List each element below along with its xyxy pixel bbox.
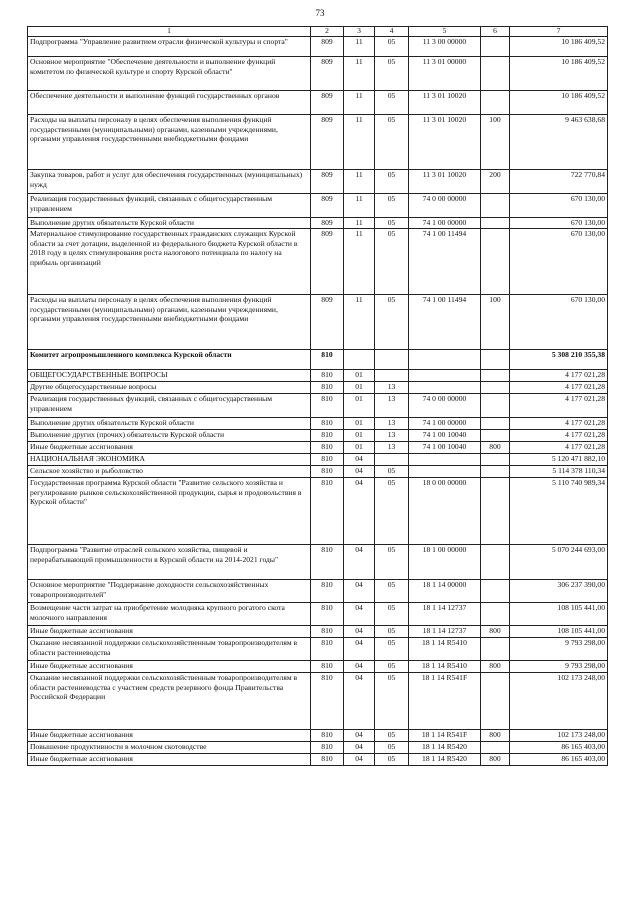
row-amount: 306 237 390,00: [510, 580, 608, 603]
row-target-article: 11 3 01 10020: [409, 170, 481, 194]
row-ved: 810: [311, 742, 344, 754]
row-name: Комитет агропромышленного комплекса Курской области: [28, 350, 311, 370]
row-expense-type: 100: [481, 295, 510, 350]
row-expense-type: [481, 370, 510, 382]
table-row: [28, 754, 608, 766]
row-expense-type: [481, 57, 510, 91]
row-ved: 810: [311, 350, 344, 370]
row-ved: 810: [311, 454, 344, 466]
row-amount: 9 463 638,68: [510, 115, 608, 170]
column-header: 1: [28, 27, 311, 37]
row-amount: 722 770,84: [510, 170, 608, 194]
row-amount: 4 177 021,28: [510, 418, 608, 430]
row-ved: 809: [311, 91, 344, 115]
row-subsection: [375, 370, 409, 382]
table-row: [28, 170, 608, 194]
row-section: 11: [344, 229, 375, 295]
row-target-article: [409, 454, 481, 466]
row-target-article: [409, 382, 481, 394]
row-amount: 108 105 441,00: [510, 603, 608, 626]
row-name: НАЦИОНАЛЬНАЯ ЭКОНОМИКА: [28, 454, 311, 466]
row-subsection: [375, 454, 409, 466]
row-name: Другие общегосударственные вопросы: [28, 382, 311, 394]
table-row: [28, 194, 608, 218]
row-ved: 810: [311, 673, 344, 730]
row-target-article: 74 1 00 11494: [409, 295, 481, 350]
row-name: Сельское хозяйство и рыболовство: [28, 466, 311, 478]
row-subsection: 05: [375, 580, 409, 603]
row-name: Иные бюджетные ассигнования: [28, 661, 311, 673]
table-row: [28, 478, 608, 545]
column-header: 4: [375, 27, 409, 37]
row-amount: 9 793 298,00: [510, 638, 608, 661]
row-section: 11: [344, 194, 375, 218]
row-section: 01: [344, 382, 375, 394]
row-section: 04: [344, 454, 375, 466]
row-target-article: 74 0 00 00000: [409, 194, 481, 218]
row-amount: 10 186 409,52: [510, 57, 608, 91]
row-subsection: 05: [375, 478, 409, 545]
row-target-article: 74 1 00 10040: [409, 442, 481, 454]
row-amount: 670 130,00: [510, 218, 608, 229]
row-ved: 810: [311, 545, 344, 580]
row-expense-type: 800: [481, 626, 510, 638]
row-amount: 5 308 210 355,38: [510, 350, 608, 370]
page-number: 73: [315, 8, 325, 18]
row-expense-type: [481, 638, 510, 661]
table-row: [28, 545, 608, 580]
row-section: 04: [344, 466, 375, 478]
row-target-article: 18 1 14 R541F: [409, 673, 481, 730]
row-expense-type: [481, 580, 510, 603]
row-amount: 108 105 441,00: [510, 626, 608, 638]
table-row: [28, 115, 608, 170]
table-row: [28, 295, 608, 350]
row-ved: 810: [311, 430, 344, 442]
row-name: Обеспечение деятельности и выполнение функций государственных органов: [28, 91, 311, 115]
row-section: 11: [344, 218, 375, 229]
row-target-article: 74 1 00 11494: [409, 229, 481, 295]
row-amount: 10 186 409,52: [510, 37, 608, 57]
row-section: 04: [344, 545, 375, 580]
row-name: Реализация государственных функций, связанных с общегосударственным управлением: [28, 394, 311, 418]
row-target-article: 18 1 14 R541F: [409, 730, 481, 742]
row-expense-type: [481, 603, 510, 626]
row-subsection: [375, 350, 409, 370]
row-section: 01: [344, 418, 375, 430]
row-subsection: 05: [375, 673, 409, 730]
row-expense-type: [481, 742, 510, 754]
row-target-article: 18 1 14 R5410: [409, 661, 481, 673]
row-section: 11: [344, 170, 375, 194]
column-header: 7: [510, 27, 608, 37]
row-name: Основное мероприятие "Обеспечение деятельности и выполнение функций комитетом по физической культуре и спорту Курской области": [28, 57, 311, 91]
row-target-article: [409, 370, 481, 382]
table-row: [28, 382, 608, 394]
row-subsection: 05: [375, 754, 409, 766]
row-amount: 5 110 740 989,34: [510, 478, 608, 545]
row-subsection: 05: [375, 730, 409, 742]
row-ved: 810: [311, 603, 344, 626]
row-amount: 670 130,00: [510, 295, 608, 350]
row-ved: 810: [311, 382, 344, 394]
row-expense-type: 100: [481, 115, 510, 170]
row-name: Расходы на выплаты персоналу в целях обеспечения выполнения функций государственными (муниципальными) органами, казенными учреждениями, органами управления государственными внебюджетными фондами: [28, 115, 311, 170]
row-section: 01: [344, 370, 375, 382]
row-amount: 4 177 021,28: [510, 442, 608, 454]
row-ved: 810: [311, 370, 344, 382]
row-subsection: 13: [375, 382, 409, 394]
row-name: ОБЩЕГОСУДАРСТВЕННЫЕ ВОПРОСЫ: [28, 370, 311, 382]
row-amount: 102 173 248,00: [510, 673, 608, 730]
table-row: [28, 394, 608, 418]
row-section: 04: [344, 638, 375, 661]
row-name: Материальное стимулирование государственных гражданских служащих Курской области за счет дотации, выделенной из федерального бюджета Курской области в 2018 году в целях стимулирования роста налогового потенциала по налогу на прибыль организаций: [28, 229, 311, 295]
row-section: 04: [344, 730, 375, 742]
row-section: 04: [344, 580, 375, 603]
column-header: 3: [344, 27, 375, 37]
row-expense-type: [481, 218, 510, 229]
row-section: 01: [344, 430, 375, 442]
row-section: 04: [344, 626, 375, 638]
row-ved: 810: [311, 418, 344, 430]
row-ved: 810: [311, 580, 344, 603]
row-expense-type: 800: [481, 730, 510, 742]
row-ved: 810: [311, 466, 344, 478]
table-row: [28, 418, 608, 430]
row-expense-type: [481, 454, 510, 466]
row-expense-type: [481, 382, 510, 394]
row-ved: 810: [311, 638, 344, 661]
row-name: Основное мероприятие "Поддержание доходности сельскохозяйственных товаропроизводителей": [28, 580, 311, 603]
row-target-article: 11 3 00 00000: [409, 37, 481, 57]
row-subsection: 05: [375, 742, 409, 754]
row-amount: 670 130,00: [510, 229, 608, 295]
table-row: [28, 37, 608, 57]
row-ved: 809: [311, 218, 344, 229]
row-section: 11: [344, 91, 375, 115]
header-row: [28, 27, 608, 37]
row-amount: 5 070 244 693,00: [510, 545, 608, 580]
row-expense-type: [481, 545, 510, 580]
row-subsection: 05: [375, 229, 409, 295]
row-ved: 810: [311, 730, 344, 742]
row-subsection: 13: [375, 394, 409, 418]
row-target-article: 18 1 14 R5420: [409, 754, 481, 766]
row-target-article: 18 1 14 12737: [409, 626, 481, 638]
row-subsection: 05: [375, 57, 409, 91]
row-name: Расходы на выплаты персоналу в целях обеспечения выполнения функций государственными (муниципальными) органами, казенными учреждениями, органами управления государственными внебюджетными фондами: [28, 295, 311, 350]
budget-table: [27, 26, 608, 766]
table-row: [28, 603, 608, 626]
row-subsection: 05: [375, 295, 409, 350]
row-section: [344, 350, 375, 370]
row-subsection: 05: [375, 37, 409, 57]
row-target-article: 11 3 01 00000: [409, 57, 481, 91]
row-amount: 4 177 021,28: [510, 394, 608, 418]
row-expense-type: [481, 478, 510, 545]
row-name: Иные бюджетные ассигнования: [28, 626, 311, 638]
row-ved: 810: [311, 394, 344, 418]
row-subsection: 05: [375, 218, 409, 229]
row-amount: 10 186 409,52: [510, 91, 608, 115]
row-name: Возмещение части затрат на приобретение молодняка крупного рогатого скота молочного направления: [28, 603, 311, 626]
table-row: [28, 370, 608, 382]
row-ved: 809: [311, 295, 344, 350]
row-ved: 809: [311, 115, 344, 170]
table-row: [28, 466, 608, 478]
row-expense-type: 800: [481, 661, 510, 673]
row-target-article: 11 3 01 10020: [409, 91, 481, 115]
row-subsection: 05: [375, 638, 409, 661]
row-section: 04: [344, 603, 375, 626]
row-expense-type: [481, 418, 510, 430]
row-amount: 102 173 248,00: [510, 730, 608, 742]
row-target-article: [409, 350, 481, 370]
table-row: [28, 229, 608, 295]
row-amount: 5 120 471 882,10: [510, 454, 608, 466]
table-row: [28, 442, 608, 454]
row-name: Выполнение других обязательств Курской области: [28, 418, 311, 430]
row-subsection: 05: [375, 115, 409, 170]
row-name: Выполнение других обязательств Курской области: [28, 218, 311, 229]
row-section: 01: [344, 442, 375, 454]
row-expense-type: [481, 430, 510, 442]
column-header: 2: [311, 27, 344, 37]
table-row: [28, 57, 608, 91]
row-target-article: [409, 466, 481, 478]
row-amount: 4 177 021,28: [510, 430, 608, 442]
row-subsection: 13: [375, 442, 409, 454]
row-expense-type: 800: [481, 442, 510, 454]
row-name: Закупка товаров, работ и услуг для обеспечения государственных (муниципальных) нужд: [28, 170, 311, 194]
row-name: Государственная программа Курской области "Развитие сельского хозяйства и регулирование рынков сельскохозяйственной продукции, сырья и продовольствия в Курской области": [28, 478, 311, 545]
row-expense-type: 800: [481, 754, 510, 766]
table-row: [28, 580, 608, 603]
row-name: Подпрограмма "Развитие отраслей сельского хозяйства, пищевой и перерабатывающей промышленности в Курской области на 2014-2021 годы": [28, 545, 311, 580]
row-name: Повышение продуктивности в молочном скотоводстве: [28, 742, 311, 754]
row-ved: 810: [311, 626, 344, 638]
row-subsection: 05: [375, 91, 409, 115]
row-amount: 9 793 298,00: [510, 661, 608, 673]
row-name: Выполнение других (прочих) обязательств Курской области: [28, 430, 311, 442]
row-amount: 4 177 021,28: [510, 382, 608, 394]
row-expense-type: [481, 37, 510, 57]
row-subsection: 05: [375, 603, 409, 626]
row-amount: 86 165 403,00: [510, 742, 608, 754]
row-amount: 86 165 403,00: [510, 754, 608, 766]
row-section: 11: [344, 37, 375, 57]
row-expense-type: [481, 194, 510, 218]
table-row: [28, 661, 608, 673]
row-target-article: 74 1 00 10040: [409, 430, 481, 442]
row-name: Иные бюджетные ассигнования: [28, 754, 311, 766]
table-row: [28, 673, 608, 730]
row-expense-type: [481, 229, 510, 295]
row-section: 11: [344, 295, 375, 350]
row-ved: 810: [311, 661, 344, 673]
row-expense-type: [481, 350, 510, 370]
table-row: [28, 350, 608, 370]
row-section: 04: [344, 742, 375, 754]
row-ved: 809: [311, 194, 344, 218]
row-subsection: 05: [375, 661, 409, 673]
row-section: 04: [344, 478, 375, 545]
table-row: [28, 638, 608, 661]
row-ved: 810: [311, 478, 344, 545]
column-header: 6: [481, 27, 510, 37]
column-header: 5: [409, 27, 481, 37]
row-target-article: 18 1 00 00000: [409, 545, 481, 580]
row-name: Оказание несвязанной поддержки сельскохозяйственным товаропроизводителям в области растениеводства с участием средств резервного фонда Правительства Российской Федерации: [28, 673, 311, 730]
row-expense-type: [481, 466, 510, 478]
row-target-article: 74 1 00 00000: [409, 218, 481, 229]
row-section: 04: [344, 673, 375, 730]
row-expense-type: 200: [481, 170, 510, 194]
row-ved: 809: [311, 57, 344, 91]
row-target-article: 18 1 14 R5420: [409, 742, 481, 754]
row-expense-type: [481, 673, 510, 730]
row-subsection: 05: [375, 170, 409, 194]
row-ved: 809: [311, 170, 344, 194]
table-row: [28, 742, 608, 754]
row-subsection: 05: [375, 466, 409, 478]
table-row: [28, 730, 608, 742]
row-ved: 809: [311, 229, 344, 295]
row-target-article: 18 1 14 R5410: [409, 638, 481, 661]
table-row: [28, 218, 608, 229]
row-expense-type: [481, 394, 510, 418]
table-row: [28, 430, 608, 442]
row-name: Подпрограмма "Управление развитием отрасли физической культуры и спорта": [28, 37, 311, 57]
row-ved: 810: [311, 442, 344, 454]
row-name: Иные бюджетные ассигнования: [28, 730, 311, 742]
table-row: [28, 91, 608, 115]
row-name: Реализация государственных функций, связанных с общегосударственным управлением: [28, 194, 311, 218]
row-amount: 5 114 378 110,34: [510, 466, 608, 478]
row-target-article: 18 1 14 00000: [409, 580, 481, 603]
row-expense-type: [481, 91, 510, 115]
row-section: 04: [344, 754, 375, 766]
row-subsection: 13: [375, 418, 409, 430]
row-section: 04: [344, 661, 375, 673]
row-subsection: 13: [375, 430, 409, 442]
table-row: [28, 454, 608, 466]
row-ved: 810: [311, 754, 344, 766]
row-subsection: 05: [375, 194, 409, 218]
row-amount: 4 177 021,28: [510, 370, 608, 382]
row-target-article: 74 1 00 00000: [409, 418, 481, 430]
row-target-article: 11 3 01 10020: [409, 115, 481, 170]
row-target-article: 18 1 14 12737: [409, 603, 481, 626]
row-ved: 809: [311, 37, 344, 57]
row-section: 11: [344, 115, 375, 170]
table-row: [28, 626, 608, 638]
row-section: 11: [344, 57, 375, 91]
row-target-article: 74 0 00 00000: [409, 394, 481, 418]
row-subsection: 05: [375, 545, 409, 580]
row-amount: 670 130,00: [510, 194, 608, 218]
row-name: Оказание несвязанной поддержки сельскохозяйственным товаропроизводителям в области растениеводства: [28, 638, 311, 661]
row-section: 01: [344, 394, 375, 418]
row-name: Иные бюджетные ассигнования: [28, 442, 311, 454]
row-target-article: 18 0 00 00000: [409, 478, 481, 545]
row-subsection: 05: [375, 626, 409, 638]
